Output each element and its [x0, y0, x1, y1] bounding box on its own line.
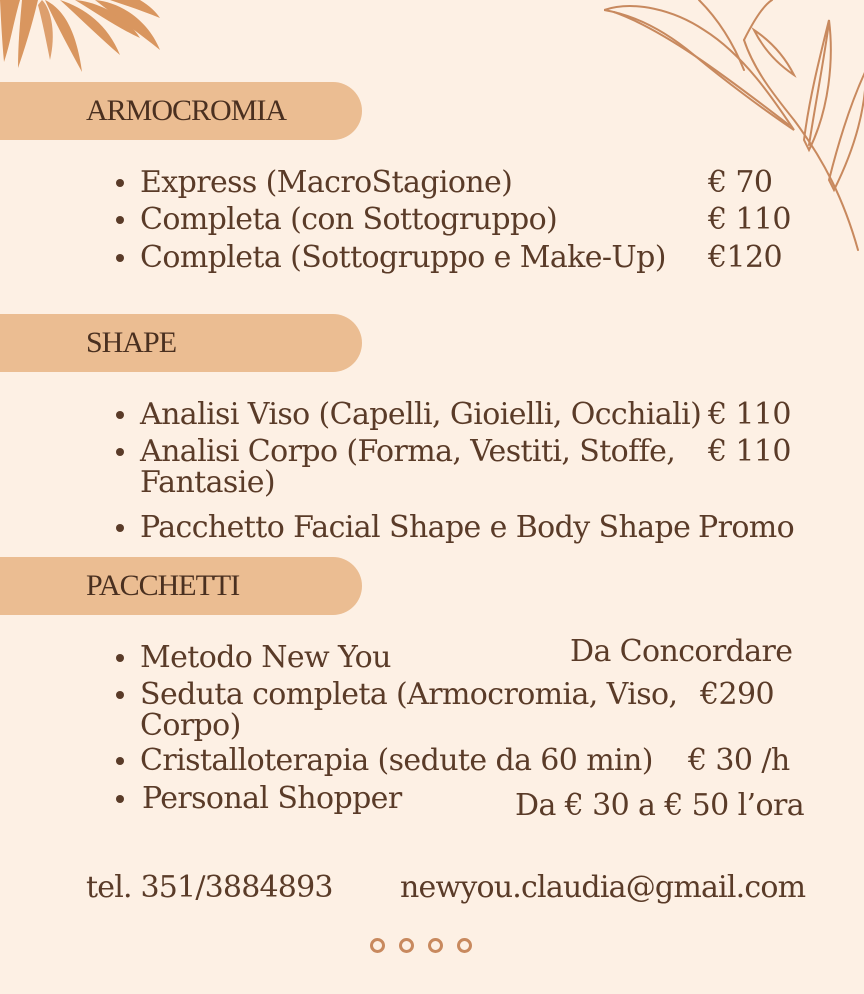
- item-price: € 110: [708, 202, 791, 237]
- item-label: Completa (Sottogruppo e Make-Up): [140, 240, 666, 275]
- bullet-icon: [116, 216, 124, 224]
- item-label: Personal Shopper: [142, 781, 402, 816]
- phone-number: tel. 351/3884893: [86, 870, 333, 905]
- list-item: [140, 202, 558, 237]
- bullet-icon: [116, 524, 124, 532]
- palm-leaf-icon: [0, 0, 170, 80]
- item-label-line2: Corpo): [140, 708, 241, 743]
- item-price: €120: [708, 240, 782, 275]
- bullet-icon: [116, 795, 124, 803]
- item-label: Analisi Corpo (Forma, Vestiti, Stoffe,: [140, 434, 676, 469]
- pagination-dots: [370, 938, 472, 953]
- section-header-shape: [0, 314, 362, 372]
- item-price: Da Concordare: [570, 634, 793, 669]
- section-title: ARMOCROMIA: [86, 94, 287, 127]
- page-dot-3[interactable]: [428, 938, 443, 953]
- page-dot-4[interactable]: [457, 938, 472, 953]
- item-price: € 30 /h: [688, 743, 790, 778]
- item-label: Pacchetto Facial Shape e Body Shape: [140, 510, 691, 545]
- list-item: [140, 640, 391, 675]
- list-item: [142, 781, 402, 816]
- section-header-armocromia: [0, 82, 362, 140]
- bullet-icon: [116, 411, 124, 419]
- section-title: PACCHETTI: [86, 569, 240, 602]
- item-price: €290: [700, 677, 774, 712]
- bullet-icon: [116, 179, 124, 187]
- page-dot-2[interactable]: [399, 938, 414, 953]
- list-item-continuation: [140, 465, 275, 500]
- bullet-icon: [116, 254, 124, 262]
- list-item: [140, 743, 653, 778]
- item-label: Metodo New You: [140, 640, 391, 675]
- list-item: [140, 434, 676, 469]
- item-price: € 70: [708, 165, 773, 200]
- item-label: Completa (con Sottogruppo): [140, 202, 558, 237]
- item-label: Seduta completa (Armocromia, Viso,: [140, 677, 678, 712]
- item-label: Analisi Viso (Capelli, Gioielli, Occhiali): [140, 397, 702, 432]
- bullet-icon: [116, 448, 124, 456]
- page-dot-1[interactable]: [370, 938, 385, 953]
- email-address: newyou.claudia@gmail.com: [400, 870, 806, 905]
- list-item: [140, 240, 666, 275]
- list-item: [140, 397, 702, 432]
- item-price: € 110: [708, 434, 791, 469]
- section-header-pacchetti: [0, 557, 362, 615]
- list-item: [140, 677, 678, 712]
- bullet-icon: [116, 654, 124, 662]
- list-item-continuation: [140, 708, 241, 743]
- bullet-icon: [116, 691, 124, 699]
- item-price: Da € 30 a € 50 l’ora: [515, 788, 804, 823]
- list-item: [140, 165, 513, 200]
- list-item: [140, 510, 691, 545]
- item-label: Cristalloterapia (sedute da 60 min): [140, 743, 653, 778]
- item-label: Express (MacroStagione): [140, 165, 513, 200]
- item-price: € 110: [708, 397, 791, 432]
- section-title: SHAPE: [86, 326, 177, 359]
- bullet-icon: [116, 757, 124, 765]
- item-label-line2: Fantasie): [140, 465, 275, 500]
- item-price: Promo: [698, 510, 795, 545]
